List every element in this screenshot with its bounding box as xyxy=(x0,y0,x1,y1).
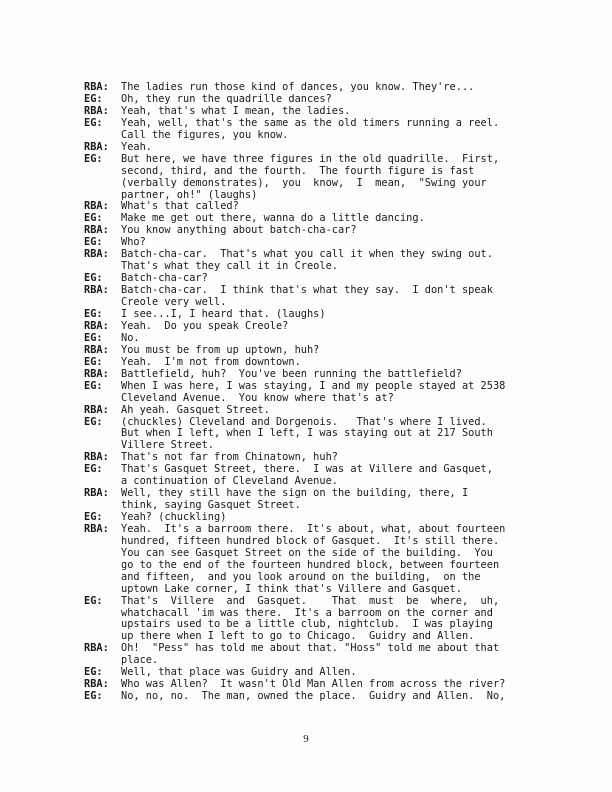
transcript-turn xyxy=(84,142,584,154)
transcript-turn xyxy=(84,357,584,369)
speaker-label: EG: xyxy=(84,116,103,129)
transcript-turn xyxy=(84,691,584,703)
transcript-turn xyxy=(84,213,584,225)
transcript-turn xyxy=(84,273,584,285)
speaker-label: RBA: xyxy=(84,81,109,93)
text-line: No, no, no. The man, owned the place. Guidry and Allen. No, xyxy=(121,691,506,703)
text-line: You can see Gasquet Street on the side of the building. You xyxy=(121,547,493,559)
text-line: What's that called? xyxy=(121,201,239,213)
text-line: and fifteen, and you look around on the building, on the xyxy=(121,571,481,583)
text-line: think, saying Gasquet Street. xyxy=(121,500,301,512)
turn-text xyxy=(121,213,584,225)
turn-text xyxy=(121,309,584,321)
turn-text xyxy=(121,417,584,453)
text-line: Oh, they run the quadrille dances? xyxy=(121,93,332,105)
speaker-label: RBA: xyxy=(84,248,109,261)
turn-text xyxy=(121,345,584,357)
text-line: Creole very well. xyxy=(121,297,227,309)
text-line: Ah yeah. Gasquet Street. xyxy=(121,404,270,416)
turn-text xyxy=(121,82,584,94)
turn-text xyxy=(121,142,584,154)
text-line: You know anything about batch-cha-car? xyxy=(121,225,357,237)
speaker-label: EG: xyxy=(84,331,103,344)
text-line: place. xyxy=(121,655,159,667)
text-line: Yeah. xyxy=(121,141,152,153)
speaker-label: EG: xyxy=(84,511,103,524)
text-line: That's Gasquet Street, there. I was at Villere and Gasquet, xyxy=(121,464,493,476)
text-line: No. xyxy=(121,332,140,344)
speaker-label: EG: xyxy=(84,415,103,428)
transcript-turn xyxy=(84,369,584,381)
turn-text xyxy=(121,512,584,524)
turn-text xyxy=(121,596,584,644)
turn-text xyxy=(121,667,584,679)
text-line: Well, they still have the sign on the building, there, I xyxy=(121,488,469,500)
turn-text xyxy=(121,118,584,142)
transcript-turn xyxy=(84,643,584,667)
speaker-label: EG: xyxy=(84,152,103,165)
text-line: hundred, fifteen hundred block of Gasquet. It's still there. xyxy=(121,535,500,547)
turn-text xyxy=(121,381,584,405)
turn-text xyxy=(121,524,584,596)
transcript-turn xyxy=(84,225,584,237)
speaker-label: RBA: xyxy=(84,403,109,416)
speaker-label: EG: xyxy=(84,666,103,679)
speaker-label: EG: xyxy=(84,355,103,368)
turn-text xyxy=(121,405,584,417)
text-line: Make me get out there, wanna do a little dancing. xyxy=(121,213,425,225)
turn-text xyxy=(121,369,584,381)
transcript-turn xyxy=(84,94,584,106)
speaker-label: RBA: xyxy=(84,367,109,380)
text-line: But here, we have three figures in the old quadrille. First, xyxy=(121,153,500,165)
transcript-turn xyxy=(84,201,584,213)
speaker-label: RBA: xyxy=(84,284,109,297)
text-line: Battlefield, huh? You've been running the battlefield? xyxy=(121,368,462,380)
transcript-turn xyxy=(84,381,584,405)
text-line: whatchacall 'im was there. It's a barroom on the corner and xyxy=(121,607,493,619)
speaker-label: RBA: xyxy=(84,140,109,153)
text-line: Batch-cha-car? xyxy=(121,273,208,285)
turn-text xyxy=(121,452,584,464)
transcript-turn xyxy=(84,405,584,417)
page-number: 9 xyxy=(303,733,309,745)
turn-text xyxy=(121,94,584,106)
text-line: But when I left, when I left, I was staying out at 217 South xyxy=(121,428,493,440)
text-line: up there when I left to go to Chicago. Guidry and Allen. xyxy=(121,631,475,643)
speaker-label: EG: xyxy=(84,92,103,105)
speaker-label: RBA: xyxy=(84,224,109,237)
text-line: Yeah, well, that's the same as the old timers running a reel. xyxy=(121,117,500,129)
text-line: second, third, and the fourth. The fourth figure is fast xyxy=(121,165,475,177)
turn-text xyxy=(121,237,584,249)
transcript-turn xyxy=(84,154,584,202)
turn-text xyxy=(121,464,584,488)
text-line: upstairs used to be a little club, nightclub. I was playing xyxy=(121,619,493,631)
speaker-label: RBA: xyxy=(84,200,109,213)
text-line: Yeah, that's what I mean, the ladies. xyxy=(121,105,351,117)
transcript-turn xyxy=(84,679,584,691)
text-line: Oh! "Pess" has told me about that. "Hoss" told me about that xyxy=(121,643,500,655)
transcript-turn xyxy=(84,237,584,249)
text-line: Batch-cha-car. That's what you call it when they swing out. xyxy=(121,249,493,261)
speaker-label: RBA: xyxy=(84,104,109,117)
text-line: Well, that place was Guidry and Allen. xyxy=(121,667,357,679)
transcript-turn xyxy=(84,309,584,321)
transcript-turn xyxy=(84,321,584,333)
speaker-label: RBA: xyxy=(84,678,109,691)
interview-transcript xyxy=(84,82,584,703)
speaker-label: EG: xyxy=(84,272,103,285)
text-line: Who? xyxy=(121,237,146,249)
turn-text xyxy=(121,333,584,345)
transcript-turn xyxy=(84,667,584,679)
turn-text xyxy=(121,285,584,309)
turn-text xyxy=(121,249,584,273)
speaker-label: RBA: xyxy=(84,343,109,356)
transcript-turn xyxy=(84,596,584,644)
text-line: Call the figures, you know. xyxy=(121,129,289,141)
transcript-turn xyxy=(84,417,584,453)
speaker-label: RBA: xyxy=(84,522,109,535)
text-line: That's not far from Chinatown, huh? xyxy=(121,452,338,464)
turn-text xyxy=(121,679,584,691)
text-line: Yeah. I'm not from downtown. xyxy=(121,356,301,368)
speaker-label: EG: xyxy=(84,379,103,392)
turn-text xyxy=(121,357,584,369)
text-line: Yeah. Do you speak Creole? xyxy=(121,320,289,332)
turn-text xyxy=(121,225,584,237)
text-line: uptown Lake corner, I think that's Villere and Gasquet. xyxy=(121,583,462,595)
speaker-label: RBA: xyxy=(84,487,109,500)
text-line: a continuation of Cleveland Avenue. xyxy=(121,476,338,488)
transcript-turn xyxy=(84,333,584,345)
text-line: When I was here, I was staying, I and my people stayed at 2538 xyxy=(121,380,506,392)
transcript-turn xyxy=(84,464,584,488)
speaker-label: EG: xyxy=(84,236,103,249)
transcript-turn xyxy=(84,512,584,524)
turn-text xyxy=(121,106,584,118)
speaker-label: RBA: xyxy=(84,319,109,332)
text-line: (chuckles) Cleveland and Dorgenois. That's where I lived. xyxy=(121,416,487,428)
speaker-label: EG: xyxy=(84,212,103,225)
speaker-label: RBA: xyxy=(84,451,109,464)
text-line: partner, oh!" (laughs) xyxy=(121,189,258,201)
text-line: Villere Street. xyxy=(121,440,214,452)
text-line: Who was Allen? It wasn't Old Man Allen from across the river? xyxy=(121,679,506,691)
text-line: go to the end of the fourteen hundred block, between fourteen xyxy=(121,559,500,571)
speaker-label: EG: xyxy=(84,594,103,607)
text-line: Cleveland Avenue. You know where that's at? xyxy=(121,392,394,404)
speaker-label: RBA: xyxy=(84,642,109,655)
transcript-turn xyxy=(84,524,584,596)
transcript-turn xyxy=(84,118,584,142)
text-line: That's Villere and Gasquet. That must be where, uh, xyxy=(121,595,500,607)
text-line: I see...I, I heard that. (laughs) xyxy=(121,308,326,320)
text-line: You must be from up uptown, huh? xyxy=(121,344,320,356)
turn-text xyxy=(121,201,584,213)
turn-text xyxy=(121,321,584,333)
turn-text xyxy=(121,154,584,202)
transcript-turn xyxy=(84,452,584,464)
transcript-turn xyxy=(84,249,584,273)
turn-text xyxy=(121,488,584,512)
text-line: Batch-cha-car. I think that's what they say. I don't speak xyxy=(121,285,493,297)
speaker-label: EG: xyxy=(84,463,103,476)
speaker-label: EG: xyxy=(84,307,103,320)
turn-text xyxy=(121,643,584,667)
turn-text xyxy=(121,273,584,285)
text-line: Yeah. It's a barroom there. It's about, what, about fourteen xyxy=(121,523,506,535)
transcript-turn xyxy=(84,345,584,357)
text-line: That's what they call it in Creole. xyxy=(121,261,338,273)
transcript-turn xyxy=(84,106,584,118)
transcript-turn xyxy=(84,82,584,94)
speaker-label: EG: xyxy=(84,690,103,703)
transcript-turn xyxy=(84,285,584,309)
text-line: The ladies run those kind of dances, you know. They're... xyxy=(121,82,475,93)
transcript-turn xyxy=(84,488,584,512)
turn-text xyxy=(121,691,584,703)
text-line: (verbally demonstrates), you know, I mean, "Swing your xyxy=(121,177,487,189)
text-line: Yeah? (chuckling) xyxy=(121,512,227,524)
